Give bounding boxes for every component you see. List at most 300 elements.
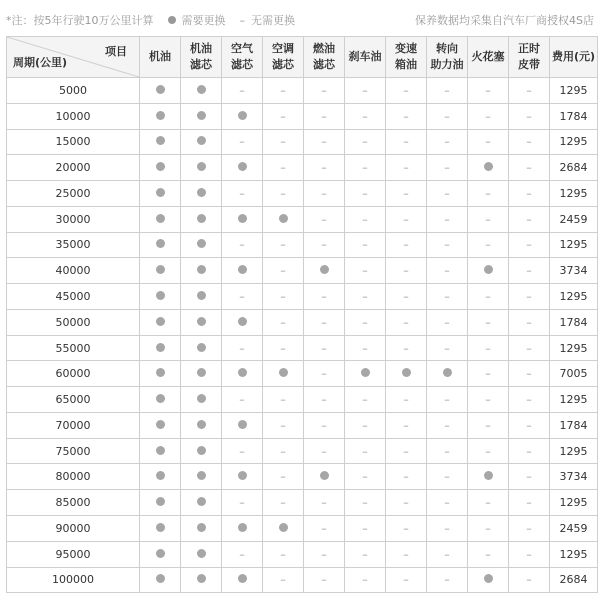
mark-cell <box>263 206 304 232</box>
table-row <box>7 516 598 542</box>
no-replace-icon: – <box>444 109 450 123</box>
note-text: *注：按5年行驶10万公里计算 <box>6 14 154 27</box>
no-replace-icon: – <box>362 393 368 407</box>
no-replace-icon: – <box>321 496 327 510</box>
mark-cell <box>181 541 222 567</box>
col-header: 正时 皮带 <box>509 37 550 78</box>
mark-cell <box>427 516 468 542</box>
no-replace-icon: – <box>444 444 450 458</box>
mark-cell <box>345 284 386 310</box>
needs-replace-icon <box>156 136 165 145</box>
no-replace-icon: – <box>403 109 409 123</box>
needs-replace-icon <box>238 265 247 274</box>
mark-cell <box>386 181 427 207</box>
mark-cell <box>304 438 345 464</box>
no-replace-icon: – <box>362 418 368 432</box>
mark-cell <box>509 206 550 232</box>
period-cell: 10000 <box>7 103 140 129</box>
mark-cell <box>468 438 509 464</box>
no-replace-icon: – <box>444 212 450 226</box>
needs-replace-icon <box>156 343 165 352</box>
period-cell: 75000 <box>7 438 140 464</box>
needs-replace-icon <box>238 523 247 532</box>
cost-cell: 2459 <box>550 206 598 232</box>
table-row <box>7 438 598 464</box>
header-row <box>7 37 598 78</box>
table-row <box>7 335 598 361</box>
mark-cell <box>181 387 222 413</box>
no-replace-icon: – <box>403 521 409 535</box>
mark-cell <box>427 206 468 232</box>
no-replace-icon: – <box>239 238 245 252</box>
mark-cell <box>263 155 304 181</box>
needs-replace-icon <box>197 497 206 506</box>
period-cell: 70000 <box>7 412 140 438</box>
period-cell: 80000 <box>7 464 140 490</box>
mark-cell <box>304 181 345 207</box>
mark-cell <box>386 258 427 284</box>
no-replace-icon: – <box>444 573 450 587</box>
mark-cell <box>468 181 509 207</box>
needs-replace-icon <box>156 291 165 300</box>
no-replace-label: 无需更换 <box>251 14 295 27</box>
needs-replace-icon <box>156 394 165 403</box>
needs-replace-icon <box>197 471 206 480</box>
period-cell: 35000 <box>7 232 140 258</box>
mark-cell <box>345 103 386 129</box>
mark-cell <box>427 103 468 129</box>
col-header: 转向 助力油 <box>427 37 468 78</box>
mark-cell <box>468 129 509 155</box>
needs-replace-icon <box>484 162 493 171</box>
period-cell: 25000 <box>7 181 140 207</box>
period-cell: 40000 <box>7 258 140 284</box>
cost-cell: 3734 <box>550 258 598 284</box>
no-replace-icon: – <box>280 186 286 200</box>
no-replace-icon: – <box>280 161 286 175</box>
mark-cell <box>509 258 550 284</box>
mark-cell <box>468 258 509 284</box>
needs-replace-icon <box>197 214 206 223</box>
mark-cell <box>140 516 181 542</box>
no-replace-icon: – <box>444 238 450 252</box>
mark-cell <box>427 129 468 155</box>
no-replace-icon: – <box>239 135 245 149</box>
mark-cell <box>509 129 550 155</box>
no-replace-icon: – <box>280 238 286 252</box>
mark-cell <box>427 258 468 284</box>
mark-cell <box>427 181 468 207</box>
needs-replace-icon <box>197 188 206 197</box>
mark-cell <box>345 206 386 232</box>
mark-cell <box>509 155 550 181</box>
mark-cell <box>427 284 468 310</box>
mark-cell <box>345 412 386 438</box>
mark-cell <box>304 490 345 516</box>
no-replace-icon: – <box>444 547 450 561</box>
mark-cell <box>468 516 509 542</box>
mark-cell <box>263 181 304 207</box>
mark-cell <box>140 103 181 129</box>
no-replace-icon: – <box>526 521 532 535</box>
table-row <box>7 567 598 593</box>
table-row <box>7 387 598 413</box>
mark-cell <box>386 103 427 129</box>
no-replace-icon: – <box>239 444 245 458</box>
needs-replace-icon <box>361 368 370 377</box>
mark-cell <box>181 155 222 181</box>
no-replace-icon: – <box>444 418 450 432</box>
mark-cell <box>222 181 263 207</box>
mark-cell <box>304 464 345 490</box>
mark-cell <box>181 206 222 232</box>
mark-cell <box>140 567 181 593</box>
needs-replace-icon <box>238 471 247 480</box>
no-replace-icon: – <box>362 470 368 484</box>
mark-cell <box>386 438 427 464</box>
period-cell: 15000 <box>7 129 140 155</box>
mark-cell <box>345 541 386 567</box>
mark-cell <box>427 155 468 181</box>
needs-replace-icon <box>197 85 206 94</box>
mark-cell <box>509 361 550 387</box>
mark-cell <box>140 541 181 567</box>
no-replace-icon: – <box>526 444 532 458</box>
no-replace-icon: – <box>239 83 245 97</box>
no-replace-icon: – <box>280 444 286 458</box>
needs-replace-icon <box>156 85 165 94</box>
period-cell: 60000 <box>7 361 140 387</box>
no-replace-icon: – <box>280 496 286 510</box>
mark-cell <box>263 335 304 361</box>
no-replace-icon: – <box>362 212 368 226</box>
no-replace-icon: – <box>239 393 245 407</box>
mark-cell <box>304 387 345 413</box>
mark-cell <box>263 464 304 490</box>
mark-cell <box>509 309 550 335</box>
mark-cell <box>181 464 222 490</box>
mark-cell <box>304 232 345 258</box>
no-replace-icon: – <box>321 521 327 535</box>
mark-cell <box>222 309 263 335</box>
no-replace-icon: – <box>280 573 286 587</box>
no-replace-icon: – <box>526 470 532 484</box>
needs-replace-icon <box>197 136 206 145</box>
needs-replace-icon <box>197 549 206 558</box>
no-replace-icon: – <box>485 290 491 303</box>
no-replace-icon: – <box>403 212 409 226</box>
mark-cell <box>263 541 304 567</box>
no-replace-icon: – <box>239 186 245 200</box>
needs-replace-icon <box>197 317 206 326</box>
mark-cell <box>427 361 468 387</box>
mark-cell <box>509 516 550 542</box>
mark-cell <box>140 78 181 104</box>
mark-cell <box>386 335 427 361</box>
table-row <box>7 284 598 310</box>
maintenance-table <box>6 36 598 593</box>
mark-cell <box>386 361 427 387</box>
cost-cell: 1295 <box>550 541 598 567</box>
legend <box>6 12 295 28</box>
no-replace-icon: – <box>444 83 450 97</box>
table-row <box>7 232 598 258</box>
no-replace-icon: – <box>485 341 491 355</box>
mark-cell <box>509 438 550 464</box>
mark-cell <box>345 232 386 258</box>
no-replace-icon: – <box>239 13 245 27</box>
no-replace-icon: – <box>321 212 327 226</box>
no-replace-icon: – <box>526 547 532 561</box>
mark-cell <box>140 155 181 181</box>
no-replace-icon: – <box>321 290 327 303</box>
no-replace-icon: – <box>403 161 409 175</box>
no-replace-icon: – <box>362 521 368 535</box>
no-replace-icon: – <box>362 83 368 97</box>
table-row <box>7 181 598 207</box>
no-replace-icon: – <box>239 290 245 303</box>
period-cell: 95000 <box>7 541 140 567</box>
no-replace-icon: – <box>362 135 368 149</box>
no-replace-icon: – <box>485 212 491 226</box>
needs-replace-icon <box>156 523 165 532</box>
no-replace-icon: – <box>280 418 286 432</box>
mark-cell <box>304 541 345 567</box>
cost-cell: 1784 <box>550 309 598 335</box>
mark-cell <box>427 232 468 258</box>
cost-cell: 1784 <box>550 412 598 438</box>
table-row <box>7 490 598 516</box>
mark-cell <box>468 412 509 438</box>
no-replace-icon: – <box>485 418 491 432</box>
col-header: 空气 滤芯 <box>222 37 263 78</box>
mark-cell <box>345 258 386 284</box>
mark-cell <box>468 387 509 413</box>
mark-cell <box>181 438 222 464</box>
no-replace-icon: – <box>444 521 450 535</box>
cost-cell: 1295 <box>550 232 598 258</box>
no-replace-icon: – <box>444 341 450 355</box>
mark-cell <box>386 206 427 232</box>
mark-cell <box>345 516 386 542</box>
mark-cell <box>468 567 509 593</box>
needs-replace-icon <box>156 574 165 583</box>
no-replace-icon: – <box>321 393 327 407</box>
mark-cell <box>263 103 304 129</box>
mark-cell <box>345 309 386 335</box>
mark-cell <box>304 103 345 129</box>
no-replace-icon: – <box>485 444 491 458</box>
mark-cell <box>509 541 550 567</box>
cost-cell: 3734 <box>550 464 598 490</box>
needs-replace-icon <box>197 394 206 403</box>
mark-cell <box>222 155 263 181</box>
no-replace-icon: – <box>362 238 368 252</box>
cost-cell: 2684 <box>550 567 598 593</box>
mark-cell <box>468 541 509 567</box>
col-header: 机油 <box>140 37 181 78</box>
mark-cell <box>222 387 263 413</box>
mark-cell <box>427 309 468 335</box>
no-replace-icon: – <box>403 496 409 510</box>
no-replace-icon: – <box>321 547 327 561</box>
needs-replace-icon <box>156 471 165 480</box>
mark-cell <box>140 232 181 258</box>
mark-cell <box>181 516 222 542</box>
mark-cell <box>304 335 345 361</box>
mark-cell <box>386 412 427 438</box>
no-replace-icon: – <box>485 109 491 123</box>
table-row <box>7 78 598 104</box>
mark-cell <box>509 464 550 490</box>
needs-replace-icon <box>443 368 452 377</box>
needs-replace-icon <box>156 188 165 197</box>
cost-cell: 1295 <box>550 335 598 361</box>
needs-replace-icon <box>484 471 493 480</box>
mark-cell <box>181 232 222 258</box>
mark-cell <box>263 387 304 413</box>
no-replace-icon: – <box>526 186 532 200</box>
mark-cell <box>345 490 386 516</box>
mark-cell <box>304 206 345 232</box>
mark-cell <box>222 541 263 567</box>
mark-cell <box>140 284 181 310</box>
mark-cell <box>427 335 468 361</box>
no-replace-icon: – <box>321 109 327 123</box>
no-replace-icon: – <box>362 444 368 458</box>
period-cell: 100000 <box>7 567 140 593</box>
no-replace-icon: – <box>280 393 286 407</box>
mark-cell <box>386 387 427 413</box>
needs-replace-icon <box>197 162 206 171</box>
period-cell: 5000 <box>7 78 140 104</box>
mark-cell <box>263 309 304 335</box>
mark-cell <box>468 103 509 129</box>
mark-cell <box>345 155 386 181</box>
mark-cell <box>304 78 345 104</box>
cost-cell: 1295 <box>550 387 598 413</box>
table-row <box>7 361 598 387</box>
needs-replace-icon <box>156 265 165 274</box>
col-header: 刹车油 <box>345 37 386 78</box>
table-row <box>7 309 598 335</box>
mark-cell <box>181 181 222 207</box>
no-replace-icon: – <box>485 496 491 510</box>
mark-cell <box>509 232 550 258</box>
needs-replace-icon <box>279 214 288 223</box>
cost-cell: 2684 <box>550 155 598 181</box>
mark-cell <box>386 516 427 542</box>
mark-cell <box>222 78 263 104</box>
col-header: 空调 滤芯 <box>263 37 304 78</box>
table-row <box>7 103 598 129</box>
col-header: 费用(元) <box>550 37 598 78</box>
no-replace-icon: – <box>280 109 286 123</box>
cost-cell: 1295 <box>550 284 598 310</box>
mark-cell <box>263 78 304 104</box>
no-replace-icon: – <box>280 470 286 484</box>
mark-cell <box>140 412 181 438</box>
no-replace-icon: – <box>280 547 286 561</box>
needs-replace-icon <box>238 574 247 583</box>
mark-cell <box>263 438 304 464</box>
needs-replace-icon <box>320 265 329 274</box>
no-replace-icon: – <box>526 290 532 303</box>
no-replace-icon: – <box>321 341 327 355</box>
mark-cell <box>140 129 181 155</box>
mark-cell <box>509 335 550 361</box>
needs-replace-icon <box>156 317 165 326</box>
mark-cell <box>386 490 427 516</box>
no-replace-icon: – <box>444 186 450 200</box>
mark-cell <box>468 232 509 258</box>
no-replace-icon: – <box>526 238 532 252</box>
no-replace-icon: – <box>321 161 327 175</box>
table-row <box>7 541 598 567</box>
no-replace-icon: – <box>321 573 327 587</box>
cost-cell: 2459 <box>550 516 598 542</box>
cost-cell: 7005 <box>550 361 598 387</box>
needs-replace-icon <box>320 471 329 480</box>
mark-cell <box>222 464 263 490</box>
mark-cell <box>509 103 550 129</box>
no-replace-icon: – <box>485 83 491 97</box>
no-replace-icon: – <box>239 496 245 510</box>
period-cell: 50000 <box>7 309 140 335</box>
diagonal-header <box>7 37 140 78</box>
no-replace-icon: – <box>321 135 327 149</box>
table-row <box>7 206 598 232</box>
col-header: 燃油 滤芯 <box>304 37 345 78</box>
mark-cell <box>386 155 427 181</box>
mark-cell <box>468 206 509 232</box>
no-replace-icon: – <box>362 496 368 510</box>
col-header: 变速 箱油 <box>386 37 427 78</box>
mark-cell <box>181 361 222 387</box>
mark-cell <box>181 258 222 284</box>
mark-cell <box>263 567 304 593</box>
no-replace-icon: – <box>444 393 450 407</box>
no-replace-icon: – <box>403 444 409 458</box>
no-replace-icon: – <box>485 238 491 252</box>
no-replace-icon: – <box>403 573 409 587</box>
no-replace-icon: – <box>239 341 245 355</box>
needs-replace-icon <box>197 368 206 377</box>
col-header: 火花塞 <box>468 37 509 78</box>
table-row <box>7 155 598 181</box>
mark-cell <box>304 155 345 181</box>
mark-cell <box>386 567 427 593</box>
mark-cell <box>468 309 509 335</box>
needs-replace-icon <box>156 239 165 248</box>
mark-cell <box>427 387 468 413</box>
no-replace-icon: – <box>444 496 450 510</box>
no-replace-icon: – <box>526 393 532 407</box>
mark-cell <box>304 567 345 593</box>
no-replace-icon: – <box>485 547 491 561</box>
mark-cell <box>386 541 427 567</box>
no-replace-icon: – <box>403 264 409 278</box>
no-replace-icon: – <box>321 83 327 97</box>
mark-cell <box>386 129 427 155</box>
no-replace-icon: – <box>444 470 450 484</box>
no-replace-icon: – <box>485 367 491 381</box>
no-replace-icon: – <box>485 186 491 200</box>
no-replace-icon: – <box>444 161 450 175</box>
mark-cell <box>509 490 550 516</box>
mark-cell <box>222 412 263 438</box>
no-replace-icon: – <box>280 290 286 303</box>
